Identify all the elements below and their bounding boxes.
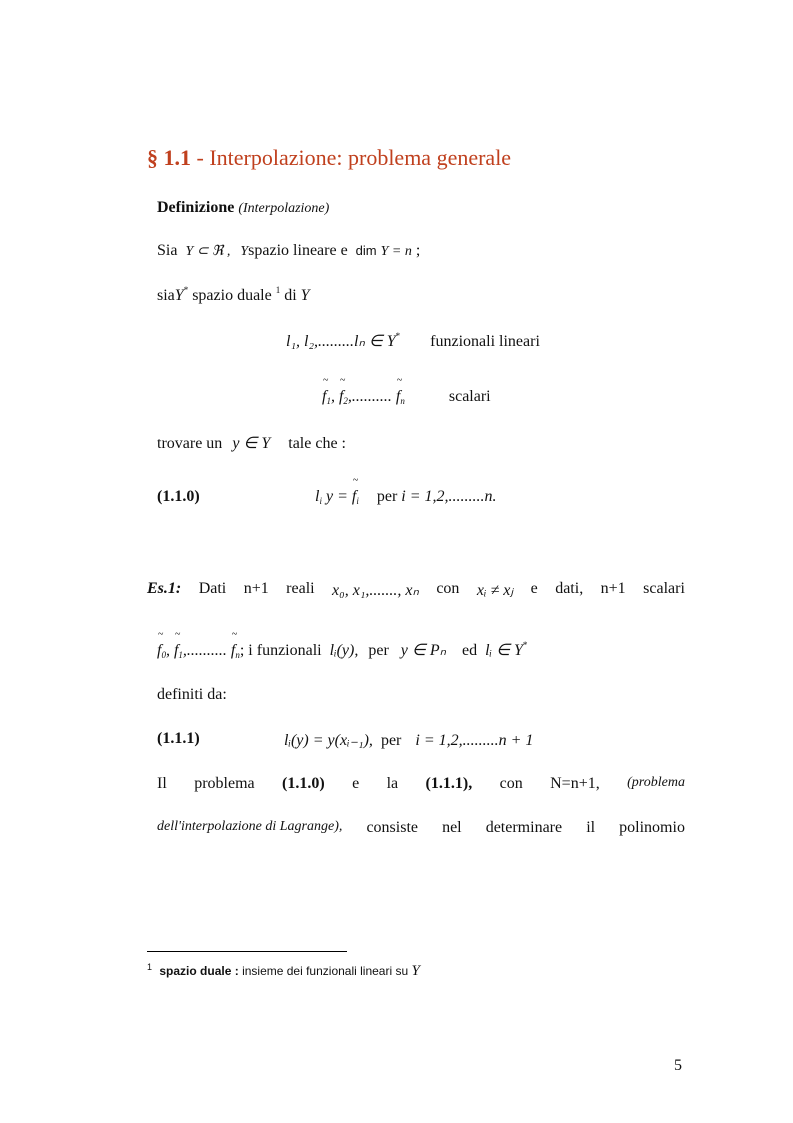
eq-number-110: (1.1.0): [157, 488, 200, 505]
para-word: Il: [157, 775, 167, 792]
para-word: la: [386, 775, 399, 792]
word-sia: Sia: [157, 242, 178, 259]
find-line: [157, 433, 346, 453]
para-word: consiste: [366, 819, 418, 836]
math-y-eq: y =: [325, 488, 348, 505]
math-fn: ~ f: [396, 388, 400, 406]
para-word: nel: [442, 819, 462, 836]
math-y: Y: [240, 244, 249, 259]
text-scalars-label: scalari: [448, 388, 491, 405]
math-ystar: Y: [174, 287, 184, 304]
para-ref-110: (1.1.0): [282, 775, 325, 792]
es1-dati: Dati: [198, 580, 227, 597]
math-eq111: lᵢ(y) = y(xᵢ₋₁),: [284, 732, 373, 749]
math-f1b: ~ f: [174, 642, 178, 660]
para-line1: [157, 775, 685, 793]
definition-label: Definizione: [157, 199, 235, 216]
es1-per: per: [368, 642, 389, 659]
math-find: y ∈ Y: [232, 435, 271, 452]
footnote-y: Y: [411, 963, 420, 979]
es1-star: *: [522, 640, 528, 650]
es1-line1: [147, 580, 685, 600]
line-sia: [157, 242, 420, 260]
para-word: e: [352, 775, 360, 792]
math-y-subset: Y ⊂ ℜ ,: [185, 244, 231, 259]
es1-label: Es.1:: [147, 580, 182, 597]
math-fi: ~ f: [352, 488, 356, 506]
definition-heading: [157, 199, 329, 217]
es1-dati2: dati,: [555, 580, 584, 597]
math-f0: ~ f: [157, 642, 161, 660]
es1-neq: xᵢ ≠ xⱼ: [476, 582, 514, 599]
footnote-ref: 1: [275, 285, 281, 295]
para-italic: dell'interpolazione di Lagrange),: [157, 819, 343, 834]
text-linear: spazio lineare e: [248, 242, 348, 259]
es1-fs-tail: ; i funzionali: [239, 642, 322, 659]
footnote-num: 1: [147, 962, 153, 972]
sup-star2: *: [395, 331, 401, 341]
para-word: problema: [194, 775, 255, 792]
math-dim-eq: Y = n: [380, 244, 412, 259]
sup-star: *: [183, 285, 189, 295]
math-f1: ~ f: [322, 388, 326, 406]
math-fnb: ~ f: [231, 642, 235, 660]
math-range: i = 1,2,.........n.: [401, 488, 497, 505]
page-number: 5: [674, 1057, 682, 1074]
math-range111: i = 1,2,.........n + 1: [415, 732, 534, 749]
line-dual: [157, 285, 310, 305]
eq-110: [315, 488, 497, 506]
para-word: il: [586, 819, 596, 836]
text-per111: per: [380, 732, 402, 749]
es1-reali: reali: [286, 580, 315, 597]
para-word: polinomio: [619, 819, 685, 836]
es1-lyi: lᵢ(y),: [329, 642, 359, 659]
es1-e: e: [530, 580, 538, 597]
es1-definiti: definiti da:: [157, 686, 227, 703]
word-sia2: sia: [157, 287, 175, 304]
sub-i2: i: [356, 496, 359, 506]
es1-line2: ~ $f_0$, ~ $f_1$,.......... ~ $f_n$; i funzionali lᵢ(y), per y ∈ Pₙ ed lᵢ ∈ Y*: [157, 640, 527, 660]
text-functionals-label: funzionali lineari: [430, 333, 540, 350]
para-ref-111: (1.1.1),: [425, 775, 473, 792]
section-dash: -: [196, 145, 204, 170]
es1-xs: x₀, x₁,......., xₙ: [332, 582, 419, 599]
eq-111: [284, 730, 533, 750]
section-number: 1.1: [163, 145, 191, 170]
text-such: tale che :: [288, 435, 346, 452]
text-semicolon: ;: [415, 242, 421, 259]
es1-con: con: [436, 580, 460, 597]
scalars-line: ~ $f_1$, ~ $f_2$,.......... ~ $f_n$ scalari: [322, 388, 491, 406]
es1-scalari: scalari: [643, 580, 685, 597]
footnote: [147, 962, 420, 980]
para-word-italic: (problema: [627, 775, 685, 790]
text-find: trovare un: [157, 435, 223, 452]
es1-n1b: n+1: [600, 580, 626, 597]
para-word: con: [499, 775, 523, 792]
footnote-rule: [147, 951, 347, 952]
definition-note: (Interpolazione): [238, 201, 330, 216]
para-word: N=n+1,: [550, 775, 600, 792]
footnote-text: insieme dei funzionali lineari su: [242, 964, 409, 978]
es1-li: lᵢ ∈ Y: [485, 642, 523, 659]
section-title-text: Interpolazione: problema generale: [209, 145, 512, 170]
para-word: determinare: [485, 819, 563, 836]
eq-number-111: (1.1.1): [157, 730, 200, 747]
functionals-line: [286, 331, 540, 351]
footnote-term: spazio duale :: [159, 964, 239, 978]
math-f2: ~ f: [339, 388, 343, 406]
text-per: per: [376, 488, 398, 505]
math-y2: Y: [300, 287, 310, 304]
es1-ypn: y ∈ Pₙ: [400, 642, 446, 659]
math-functionals: l₁, l₂,.........lₙ ∈ Y: [286, 333, 396, 350]
section-symbol: §: [147, 145, 158, 170]
section-title: [147, 145, 511, 171]
para-line2: [157, 819, 685, 837]
math-l: l: [315, 488, 320, 505]
es1-ed: ed: [461, 642, 478, 659]
es1-n1: n+1: [243, 580, 269, 597]
text-di: di: [284, 287, 297, 304]
sub-i: i: [319, 496, 322, 506]
text-dim: dim: [355, 243, 377, 258]
text-dual: spazio duale: [192, 287, 272, 304]
